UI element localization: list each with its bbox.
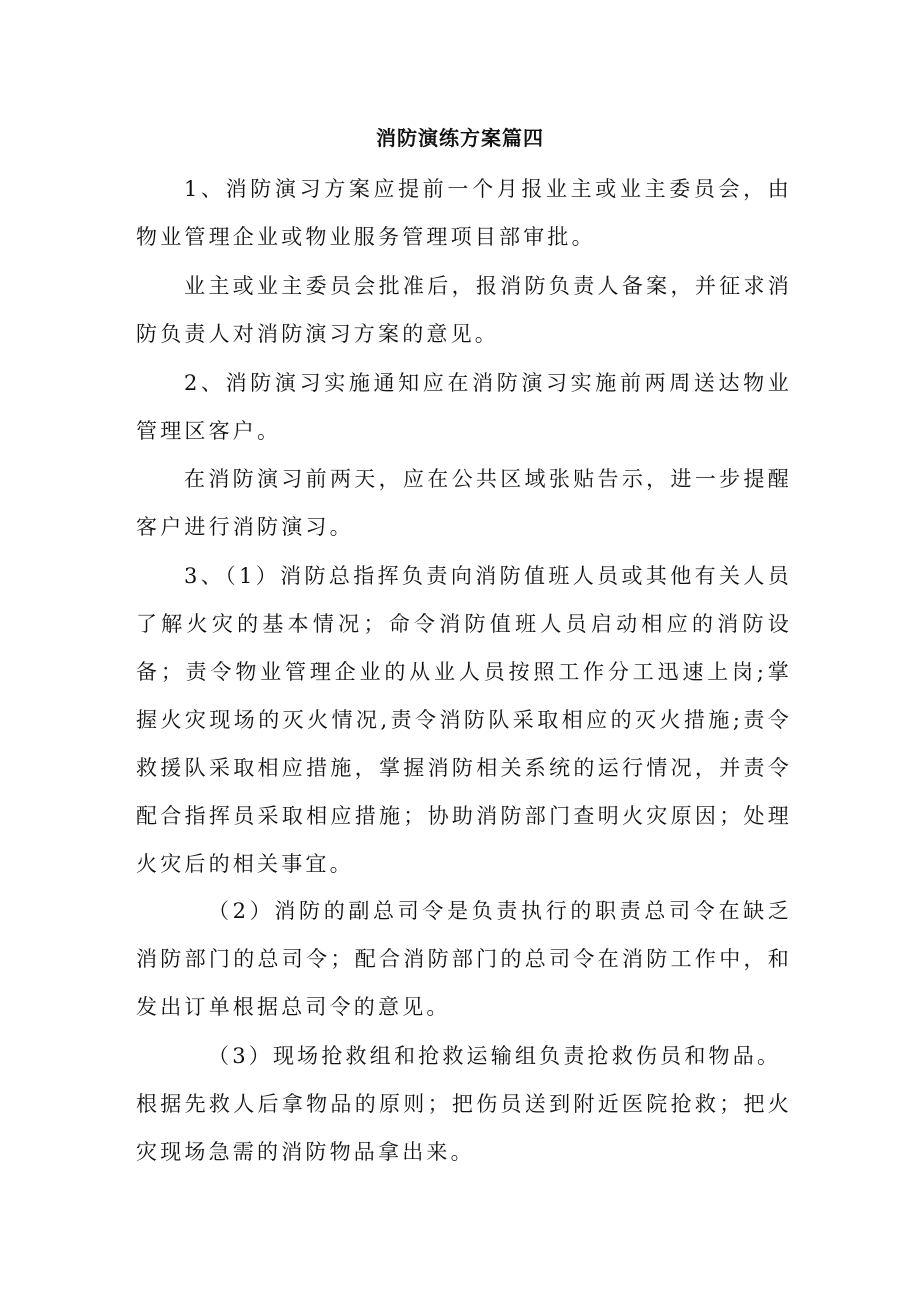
document-title: 消防演练方案篇四 xyxy=(376,126,544,150)
paragraph-7: （3）现场抢救组和抢救运输组负责抢救伤员和物品。 xyxy=(208,1044,782,1068)
paragraph-5: 3、（1）消防总指挥负责向消防值班人员或其他有关人员了解火灾的基本情况；命令消防值班人员启动相应的消防设备；责令物业管理企业的从业人员按照工作分工迅速上岗;掌握火灾现场的灭火情况,责令消防队采取相应的灭火措施;责令救援队采取相应措施，掌握消防相关系统的运行情况，并责令配合指挥员采取相应措施；协助消防部门查明火灾原因；处理火灾后的相关事宜。 xyxy=(136,564,792,876)
paragraph-2: 业主或业主委员会批准后，报消防负责人备案，并征求消防负责人对消防演习方案的意见。 xyxy=(136,274,792,346)
paragraph-1: 1、消防演习方案应提前一个月报业主或业主委员会，由物业管理企业或物业服务管理项目部审批。 xyxy=(136,177,792,249)
paragraph-6: （2）消防的副总司令是负责执行的职责总司令在缺乏消防部门的总司令；配合消防部门的总司令在消防工作中，和发出订单根据总司令的意见。 xyxy=(136,899,792,1019)
paragraph-4: 在消防演习前两天，应在公共区域张贴告示，进一步提醒客户进行消防演习。 xyxy=(136,467,792,539)
paragraph-8: 根据先救人后拿物品的原则；把伤员送到附近医院抢救；把火灾现场急需的消防物品拿出来。 xyxy=(136,1092,792,1164)
paragraph-3: 2、消防演习实施通知应在消防演习实施前两周送达物业管理区客户。 xyxy=(136,371,792,443)
